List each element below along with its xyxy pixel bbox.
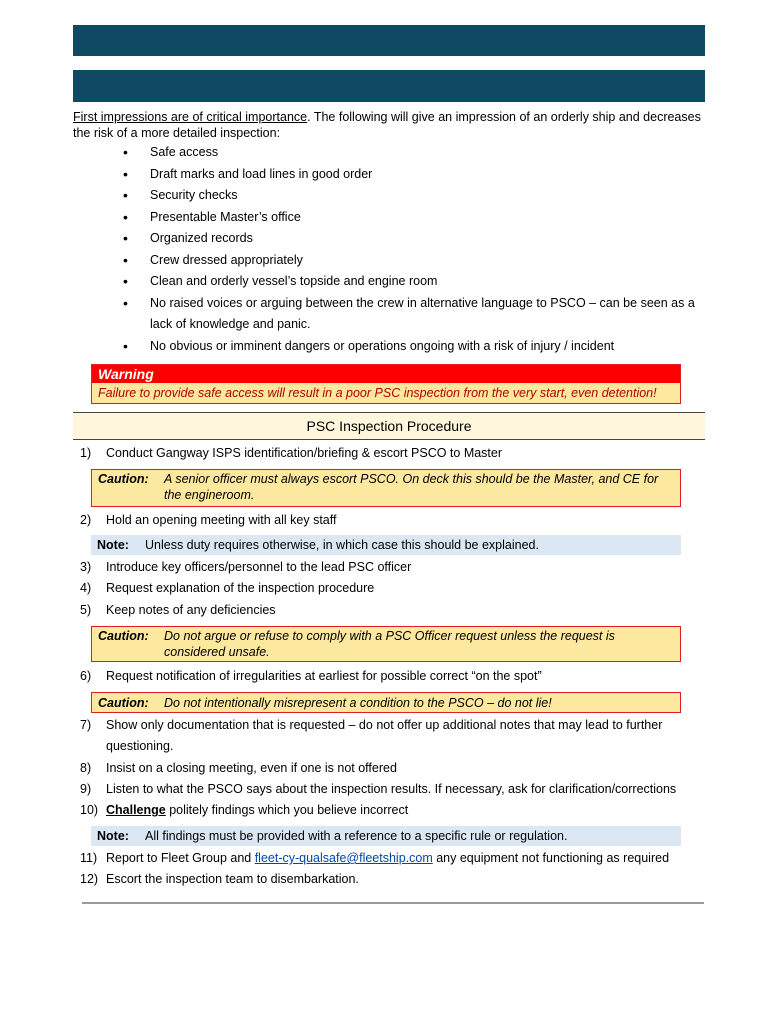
email-link[interactable]: fleet-cy-qualsafe@fleetship.com — [254, 851, 433, 865]
step-item: 12) Escort the inspection team to disembarkation. — [80, 872, 359, 886]
challenge-emphasis: Challenge — [106, 803, 166, 817]
step-item: 8) Insist on a closing meeting, even if one is not offered — [80, 761, 397, 775]
note-label: Note: — [97, 538, 129, 552]
list-item: • Safe access — [73, 142, 705, 164]
step-item: 6) Request notification of irregularities at earliest for possible correct “on the spot” — [80, 669, 542, 683]
step-item: 11) Report to Fleet Group and fleet-cy-qualsafe@fleetship.com any equipment not functioning as required — [80, 851, 670, 865]
step-item: 9) Listen to what the PSCO says about the inspection results. If necessary, ask for clarification/corrections — [80, 782, 677, 796]
caution-box — [91, 692, 681, 713]
note-label: Note: — [97, 829, 129, 843]
list-item: • No raised voices or arguing between the crew in alternative language to PSCO – can be seen as a lack of knowledge and panic. — [73, 293, 705, 336]
list-item: • Clean and orderly vessel’s topside and engine room — [73, 271, 705, 293]
caution-box — [91, 469, 681, 507]
note-text: Unless duty requires otherwise, in which case this should be explained. — [145, 538, 539, 552]
section-title: PSC Inspection Procedure — [73, 412, 705, 440]
warning-title: Warning — [92, 365, 680, 383]
step-item: 7) Show only documentation that is requested – do not offer up additional notes that may lead to further questioning. — [80, 718, 663, 753]
list-item: • Draft marks and load lines in good order — [73, 164, 705, 186]
header-bar-top — [73, 25, 705, 56]
footer-divider — [82, 902, 704, 904]
warning-text: Failure to provide safe access will result in a poor PSC inspection from the very start, even detention! — [98, 386, 657, 400]
step-item: 5) Keep notes of any deficiencies — [80, 603, 276, 617]
step-item: 2) Hold an opening meeting with all key staff — [80, 513, 337, 527]
list-item: • Presentable Master’s office — [73, 207, 705, 229]
bullet-list — [73, 142, 705, 357]
header-bar-second — [73, 70, 705, 102]
list-item: • No obvious or imminent dangers or operations ongoing with a risk of injury / incident — [73, 336, 705, 358]
list-item: • Crew dressed appropriately — [73, 250, 705, 272]
step-item: 4) Request explanation of the inspection procedure — [80, 581, 375, 595]
note-box — [91, 826, 681, 846]
note-text: All findings must be provided with a reference to a specific rule or regulation. — [145, 829, 568, 843]
intro-text: . The following will give an impression of an orderly ship and decreases the risk of a more detailed inspection: — [73, 110, 701, 140]
caution-text: A senior officer must always escort PSCO. On deck this should be the Master, and CE for the engineroom. — [164, 472, 659, 502]
caution-box — [91, 626, 681, 662]
step-item: 3) Introduce key officers/personnel to the lead PSC officer — [80, 560, 412, 574]
note-box — [91, 535, 681, 555]
caution-label: Caution: — [98, 472, 149, 486]
list-item: • Security checks — [73, 185, 705, 207]
intro-underlined: First impressions are of critical importance — [73, 110, 308, 124]
caution-text: Do not intentionally misrepresent a condition to the PSCO – do not lie! — [164, 696, 552, 710]
intro-paragraph — [73, 109, 705, 141]
step-item: 1) Conduct Gangway ISPS identification/briefing & escort PSCO to Master — [80, 446, 503, 460]
warning-box — [91, 364, 681, 404]
caution-label: Caution: — [98, 696, 149, 710]
step-item: 10) Challenge politely findings which you believe incorrect — [80, 803, 409, 817]
caution-label: Caution: — [98, 629, 149, 643]
caution-text: Do not argue or refuse to comply with a PSC Officer request unless the request is considered unsafe. — [164, 629, 615, 659]
list-item: • Organized records — [73, 228, 705, 250]
